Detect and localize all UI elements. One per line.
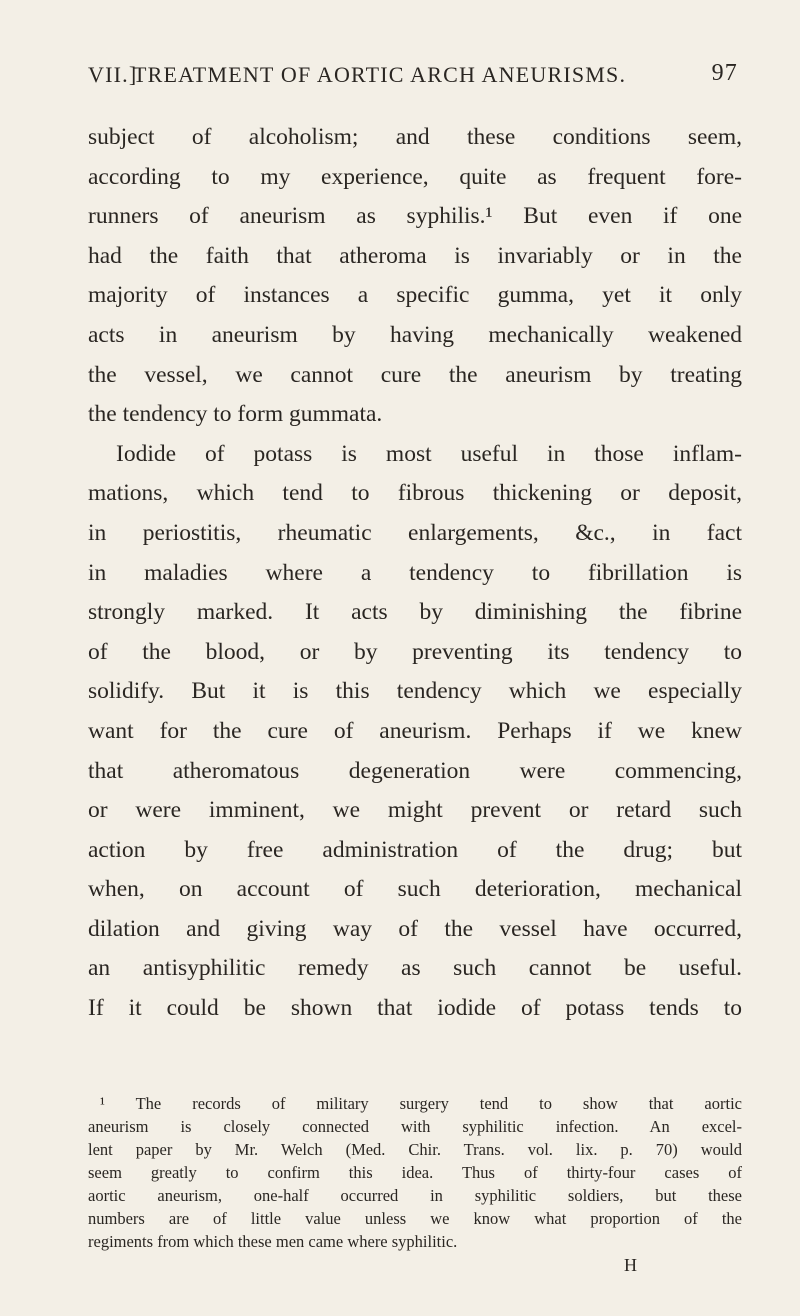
text-line: when, on account of such deterioration, mechanical xyxy=(88,876,742,903)
signature-mark: H xyxy=(624,1255,637,1275)
text-line: that atheromatous degeneration were commencing, xyxy=(88,757,742,784)
text-line: subject of alcoholism; and these conditions seem, xyxy=(88,124,742,150)
text-line: If it could be shown that iodide of potass tends to xyxy=(88,995,742,1022)
text-line: or were imminent, we might prevent or retard such xyxy=(88,797,742,824)
running-title: TREATMENT OF AORTIC ARCH ANEURISMS. xyxy=(133,62,627,87)
text-line: Iodide of potass is most useful in those inflam- xyxy=(116,440,742,467)
text-line: dilation and giving way of the vessel have occurred, xyxy=(88,915,742,942)
text-line: majority of instances a specific gumma, yet it only xyxy=(88,282,742,309)
footnote-line: seem greatly to confirm this idea. Thus of thirty-four cases of xyxy=(88,1163,742,1182)
text-line: an antisyphilitic remedy as such cannot be useful. xyxy=(88,955,742,982)
body-text xyxy=(88,118,742,1029)
text-line: want for the cure of aneurism. Perhaps if we knew xyxy=(88,717,742,744)
text-line: the vessel, we cannot cure the aneurism by treating xyxy=(88,361,742,388)
page-number: 97 xyxy=(711,60,738,86)
footnote-line: aortic aneurism, one-half occurred in syphilitic soldiers, but these xyxy=(88,1186,742,1205)
text-line: of the blood, or by preventing its tendency to xyxy=(88,638,742,665)
text-line: had the faith that atheroma is invariably or in the xyxy=(88,242,742,269)
text-line: the tendency to form gummata. xyxy=(88,401,383,428)
chapter-marker: VII.] xyxy=(88,62,138,87)
footnote-line: numbers are of little value unless we know what proportion of the xyxy=(88,1209,742,1228)
text-line: according to my experience, quite as frequent fore- xyxy=(88,163,742,190)
text-line: mations, which tend to fibrous thickening or deposit, xyxy=(88,480,742,507)
text-line: action by free administration of the drug; but xyxy=(88,836,742,863)
text-line: runners of aneurism as syphilis.¹ But even if one xyxy=(88,203,742,230)
footnote-line: regiments from which these men came where syphilitic. xyxy=(88,1232,458,1251)
footnote xyxy=(88,1092,742,1253)
text-line: strongly marked. It acts by diminishing the fibrine xyxy=(88,599,742,626)
footnote-line: ¹ The records of military surgery tend to show that aortic xyxy=(100,1094,742,1113)
text-line: solidify. But it is this tendency which we especially xyxy=(88,678,742,705)
text-line: in maladies where a tendency to fibrillation is xyxy=(88,559,742,586)
footnote-line: aneurism is closely connected with syphilitic infection. An excel- xyxy=(88,1117,742,1136)
text-line: in periostitis, rheumatic enlargements, &c., in fact xyxy=(88,519,742,546)
footnote-line: lent paper by Mr. Welch (Med. Chir. Trans. vol. lix. p. 70) would xyxy=(88,1140,742,1159)
text-line: acts in aneurism by having mechanically weakened xyxy=(88,321,742,348)
